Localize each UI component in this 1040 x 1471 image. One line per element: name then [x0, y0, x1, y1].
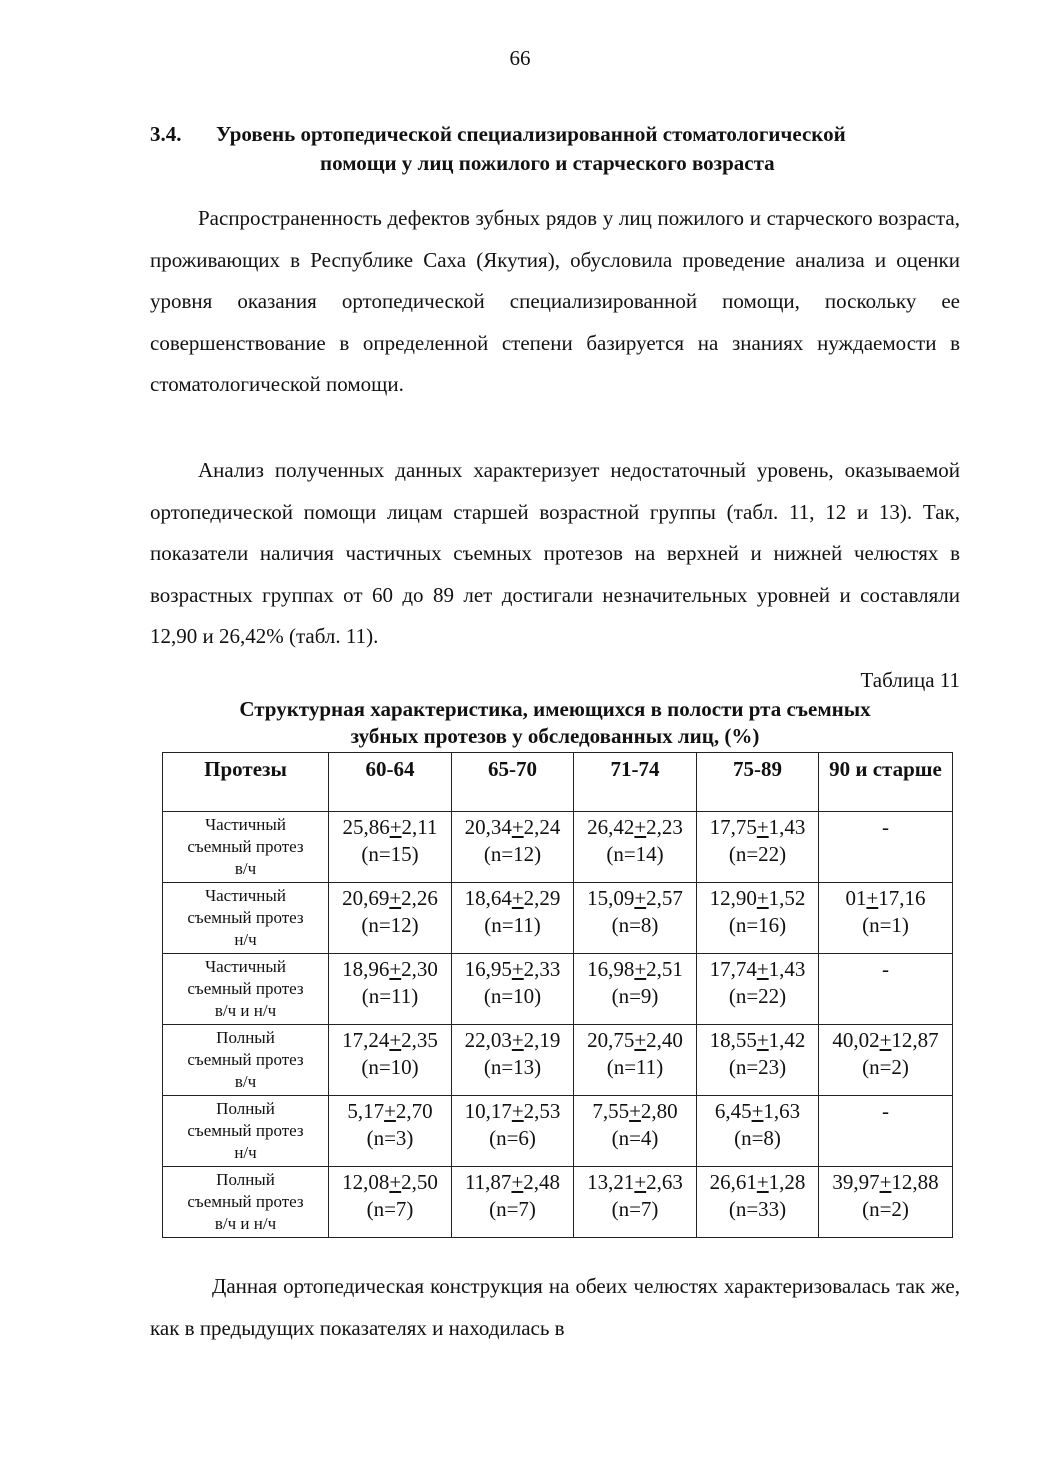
plus-minus-sign: +: [634, 886, 647, 910]
plus-minus-sign: +: [879, 1028, 892, 1052]
row-label-line: Полный: [216, 1028, 275, 1047]
table-cell: [697, 1167, 819, 1238]
cell-value: [452, 956, 573, 983]
cell-value: [697, 814, 818, 841]
mean-value: 40,02: [832, 1028, 880, 1052]
plus-minus-sign: +: [756, 957, 769, 981]
row-label-line: Полный: [216, 1099, 275, 1118]
table-row: [163, 883, 953, 954]
table-cell: [697, 954, 819, 1025]
table-cell: [819, 1096, 953, 1167]
table-cell: [329, 812, 452, 883]
mean-value: 16,95: [464, 957, 512, 981]
section-title-line2: помощи у лиц пожилого и старческого возраста: [320, 151, 775, 175]
error-value: 1,43: [768, 957, 806, 981]
sample-size: (n=8): [734, 1126, 781, 1150]
cell-value: [819, 885, 952, 912]
plus-minus-sign: +: [751, 1099, 764, 1123]
sample-size: (n=10): [483, 984, 542, 1008]
error-value: 2,51: [646, 957, 683, 981]
cell-value: [574, 956, 696, 983]
mean-value: 18,64: [464, 886, 512, 910]
table-cell: [452, 1025, 574, 1096]
table-cell: [329, 954, 452, 1025]
table-cell: [452, 883, 574, 954]
sample-size: (n=7): [366, 1197, 414, 1221]
mean-value: 13,21: [587, 1170, 635, 1194]
sample-size: (n=22): [728, 984, 787, 1008]
sample-size: (n=7): [611, 1197, 659, 1221]
row-label-line: Частичный: [205, 957, 286, 976]
cell-value: [574, 885, 696, 912]
cell-value: [329, 814, 451, 841]
row-label-line: в/ч: [234, 859, 257, 878]
empty-dash: -: [882, 815, 889, 839]
mean-value: 18,55: [709, 1028, 757, 1052]
mean-value: 20,34: [464, 815, 512, 839]
row-label-line: съемный протез: [187, 1192, 304, 1211]
table-header-row: [163, 753, 953, 812]
plus-minus-sign: +: [511, 886, 524, 910]
mean-value: 7,55: [592, 1099, 630, 1123]
cell-value: [819, 1027, 952, 1054]
table-caption: Таблица 11: [860, 668, 960, 692]
row-label-line: н/ч: [234, 1143, 257, 1162]
mean-value: 10,17: [464, 1099, 512, 1123]
table-header-cell: 71-74: [574, 753, 697, 812]
plus-minus-sign: +: [511, 1170, 524, 1194]
sample-size: (n=2): [862, 1055, 909, 1079]
sample-size: (n=4): [611, 1126, 659, 1150]
table-cell: [697, 883, 819, 954]
table-header-cell: 75-89: [697, 753, 819, 812]
plus-minus-sign: +: [756, 1170, 769, 1194]
error-value: 1,63: [763, 1099, 801, 1123]
table-cell: [574, 1096, 697, 1167]
sample-size: (n=12): [361, 913, 419, 937]
sample-size: (n=8): [611, 913, 659, 937]
plus-minus-sign: +: [511, 957, 524, 981]
mean-value: 20,69: [342, 886, 390, 910]
cell-value: [452, 885, 573, 912]
mean-value: 12,08: [342, 1170, 390, 1194]
row-label-line: Полный: [216, 1170, 275, 1189]
error-value: 2,23: [646, 815, 683, 839]
plus-minus-sign: +: [389, 1170, 402, 1194]
sample-size: (n=6): [489, 1126, 536, 1150]
sample-size: (n=2): [862, 1197, 909, 1221]
row-label-line: в/ч и н/ч: [214, 1001, 277, 1020]
sample-size: (n=11): [606, 1055, 664, 1079]
plus-minus-sign: +: [389, 886, 402, 910]
plus-minus-sign: +: [389, 1028, 402, 1052]
table-cell: [329, 1025, 452, 1096]
cell-value: [329, 1098, 451, 1125]
mean-value: 26,42: [587, 815, 635, 839]
row-label-line: н/ч: [234, 930, 257, 949]
sample-size: (n=11): [361, 984, 419, 1008]
cell-value: [697, 956, 818, 983]
error-value: 17,16: [878, 886, 926, 910]
cell-value: [452, 1169, 573, 1196]
mean-value: 39,97: [832, 1170, 880, 1194]
mean-value: 25,86: [342, 815, 390, 839]
table-cell: [819, 954, 953, 1025]
table-title: [150, 696, 960, 750]
table-header-cell: 60-64: [329, 753, 452, 812]
sample-size: (n=11): [484, 913, 541, 937]
row-label: [163, 812, 329, 883]
mean-value: 22,03: [464, 1028, 512, 1052]
sample-size: (n=14): [606, 842, 664, 866]
paragraph-2: [150, 450, 960, 658]
mean-value: 18,96: [342, 957, 390, 981]
row-label-line: в/ч: [234, 1072, 257, 1091]
error-value: 2,33: [523, 957, 561, 981]
table-cell: [819, 1167, 953, 1238]
table-cell: [574, 954, 697, 1025]
plus-minus-sign: +: [866, 886, 879, 910]
sample-size: (n=1): [862, 913, 909, 937]
paragraph-1: [150, 198, 960, 406]
plus-minus-sign: +: [879, 1170, 892, 1194]
table-cell: [697, 1096, 819, 1167]
section-number: 3.4.: [150, 122, 182, 146]
error-value: 2,19: [523, 1028, 561, 1052]
mean-value: 01: [845, 886, 867, 910]
table-row: [163, 1025, 953, 1096]
row-label: [163, 954, 329, 1025]
error-value: 2,57: [646, 886, 683, 910]
mean-value: 20,75: [587, 1028, 635, 1052]
empty-dash: -: [882, 1099, 889, 1123]
error-value: 1,42: [768, 1028, 806, 1052]
plus-minus-sign: +: [756, 1028, 769, 1052]
mean-value: 17,24: [342, 1028, 390, 1052]
paragraph-3: [150, 1266, 960, 1349]
mean-value: 17,75: [709, 815, 757, 839]
table-cell: [574, 883, 697, 954]
plus-minus-sign: +: [389, 957, 402, 981]
row-label-line: съемный протез: [187, 979, 304, 998]
table-cell: [452, 1096, 574, 1167]
error-value: 2,80: [640, 1099, 678, 1123]
table-cell: [574, 812, 697, 883]
sample-size: (n=15): [361, 842, 419, 866]
plus-minus-sign: +: [511, 1028, 524, 1052]
row-label-line: съемный протез: [187, 908, 304, 927]
table-header-cell: Протезы: [163, 753, 329, 812]
mean-value: 26,61: [709, 1170, 757, 1194]
sample-size: (n=23): [728, 1055, 787, 1079]
cell-value: [697, 1027, 818, 1054]
plus-minus-sign: +: [511, 815, 524, 839]
error-value: 12,87: [891, 1028, 939, 1052]
table-cell: [819, 812, 953, 883]
plus-minus-sign: +: [756, 886, 769, 910]
plus-minus-sign: +: [389, 815, 402, 839]
cell-value: [452, 1098, 573, 1125]
error-value: 2,30: [401, 957, 438, 981]
mean-value: 6,45: [714, 1099, 752, 1123]
mean-value: 11,87: [464, 1170, 512, 1194]
row-label-line: съемный протез: [187, 1121, 304, 1140]
error-value: 2,53: [523, 1099, 561, 1123]
sample-size: (n=7): [489, 1197, 536, 1221]
prosthesis-table: [162, 752, 953, 1238]
table-cell: [574, 1025, 697, 1096]
cell-value: [452, 814, 573, 841]
cell-value: [697, 885, 818, 912]
error-value: 12,88: [891, 1170, 939, 1194]
plus-minus-sign: +: [634, 1170, 647, 1194]
sample-size: (n=22): [728, 842, 787, 866]
table-header-cell: 90 и старше: [819, 753, 953, 812]
error-value: 2,70: [395, 1099, 433, 1123]
error-value: 2,26: [401, 886, 438, 910]
error-value: 2,11: [401, 815, 438, 839]
error-value: 2,24: [523, 815, 561, 839]
error-value: 2,50: [401, 1170, 438, 1194]
sample-size: (n=12): [483, 842, 542, 866]
paragraph-3-text: Данная ортопедическая конструкция на обеих челюстях характеризовалась так же, как в предыдущих показателях и находилась в: [150, 1274, 960, 1340]
table-cell: [329, 883, 452, 954]
row-label-line: съемный протез: [187, 1050, 304, 1069]
cell-value: [574, 814, 696, 841]
row-label-line: съемный протез: [187, 837, 304, 856]
row-label-line: Частичный: [205, 815, 286, 834]
table-cell: [329, 1167, 452, 1238]
empty-dash: -: [882, 957, 889, 981]
table-body: [163, 812, 953, 1238]
row-label-line: в/ч и н/ч: [214, 1214, 277, 1233]
section-title-line1: Уровень ортопедической специализированной стоматологической: [216, 122, 846, 146]
paragraph-2-text: Анализ полученных данных характеризует недостаточный уровень, оказываемой ортопедической помощи лицам старшей возрастной группы (табл. 11, 12 и 13). Так, показатели наличия частичных съемных протезов на верхней и нижней челюстях в возрастных группах от 60 до 89 лет достигали незначительных уровней и составляли 12,90 и 26,42% (табл. 11).: [150, 458, 960, 648]
table-title-line1: Структурная характеристика, имеющихся в полости рта съемных: [239, 697, 871, 721]
error-value: 2,29: [523, 886, 561, 910]
sample-size: (n=33): [728, 1197, 787, 1221]
row-label-line: Частичный: [205, 886, 286, 905]
plus-minus-sign: +: [756, 815, 769, 839]
sample-size: (n=10): [361, 1055, 419, 1079]
table-row: [163, 1096, 953, 1167]
table-cell: [819, 883, 953, 954]
paragraph-1-text: Распространенность дефектов зубных рядов у лиц пожилого и старческого возраста, проживающих в Республике Саха (Якутия), обусловила проведение анализа и оценки уровня оказания ортопедической специализированной помощи, поскольку ее совершенствование в определенной степени базируется на знаниях нуждаемости в стоматологической помощи.: [150, 206, 960, 396]
row-label: [163, 1167, 329, 1238]
table-cell: [452, 1167, 574, 1238]
error-value: 2,48: [523, 1170, 561, 1194]
row-label: [163, 1025, 329, 1096]
mean-value: 12,90: [709, 886, 757, 910]
table-cell: [697, 812, 819, 883]
plus-minus-sign: +: [634, 815, 647, 839]
error-value: 2,63: [646, 1170, 683, 1194]
table-cell: [697, 1025, 819, 1096]
table-title-line2: зубных протезов у обследованных лиц, (%): [350, 724, 760, 748]
cell-value: [574, 1098, 696, 1125]
error-value: 2,40: [646, 1028, 683, 1052]
cell-value: [329, 885, 451, 912]
sample-size: (n=9): [611, 984, 659, 1008]
cell-value: [329, 1027, 451, 1054]
mean-value: 5,17: [347, 1099, 385, 1123]
cell-value: [452, 1027, 573, 1054]
plus-minus-sign: +: [384, 1099, 396, 1123]
plus-minus-sign: +: [629, 1099, 641, 1123]
row-label: [163, 1096, 329, 1167]
table-cell: [329, 1096, 452, 1167]
plus-minus-sign: +: [634, 957, 647, 981]
cell-value: [697, 1098, 818, 1125]
error-value: 1,43: [768, 815, 806, 839]
cell-value: [697, 1169, 818, 1196]
table-cell: [452, 812, 574, 883]
row-label: [163, 883, 329, 954]
plus-minus-sign: +: [634, 1028, 647, 1052]
sample-size: (n=3): [366, 1126, 414, 1150]
table-cell: [574, 1167, 697, 1238]
table-header-cell: 65-70: [452, 753, 574, 812]
table-row: [163, 812, 953, 883]
cell-value: [329, 1169, 451, 1196]
page-number: 66: [509, 46, 531, 70]
mean-value: 16,98: [587, 957, 635, 981]
plus-minus-sign: +: [511, 1099, 524, 1123]
cell-value: [574, 1027, 696, 1054]
sample-size: (n=16): [728, 913, 787, 937]
table-row: [163, 954, 953, 1025]
table-cell: [819, 1025, 953, 1096]
table-row: [163, 1167, 953, 1238]
sample-size: (n=13): [483, 1055, 542, 1079]
error-value: 2,35: [401, 1028, 438, 1052]
mean-value: 17,74: [709, 957, 757, 981]
error-value: 1,52: [768, 886, 806, 910]
mean-value: 15,09: [587, 886, 635, 910]
cell-value: [574, 1169, 696, 1196]
table-cell: [452, 954, 574, 1025]
cell-value: [819, 1169, 952, 1196]
cell-value: [329, 956, 451, 983]
error-value: 1,28: [768, 1170, 806, 1194]
